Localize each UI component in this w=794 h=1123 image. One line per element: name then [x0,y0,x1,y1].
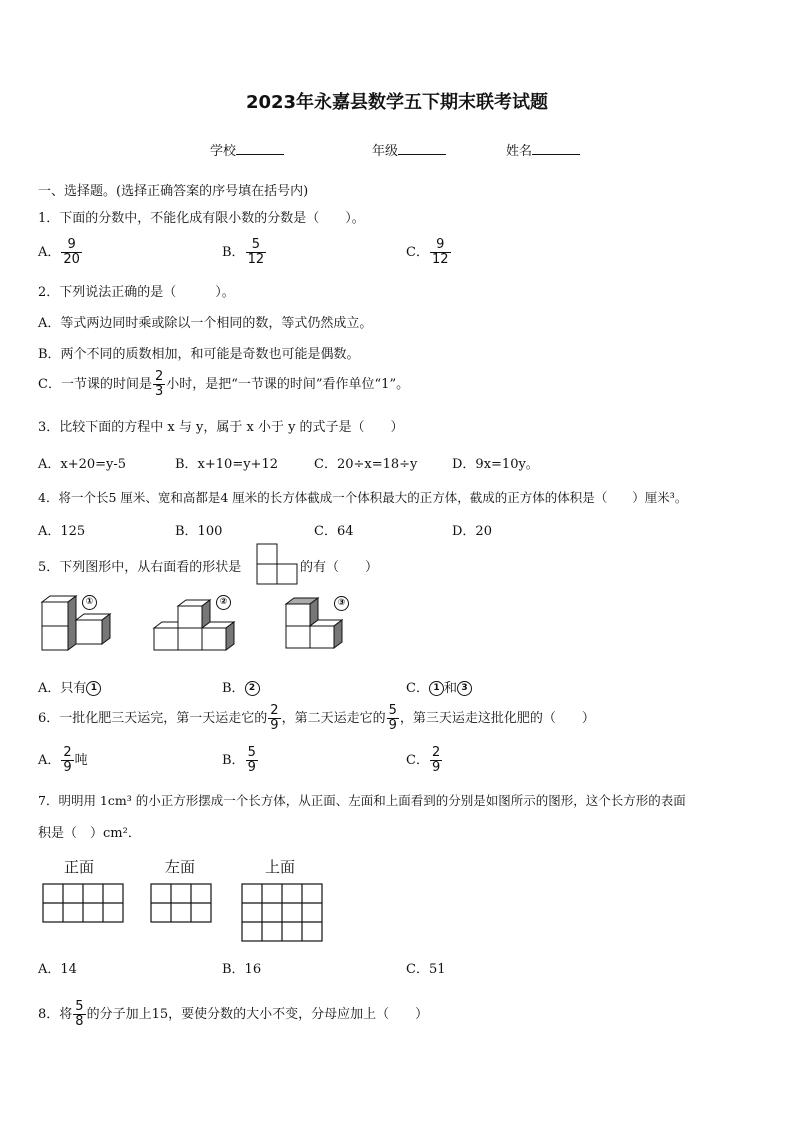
q5-b-pre: B． [222,681,245,696]
q3-option-a: A．x+20=y-5 [38,457,127,472]
q1-option-c [406,238,452,267]
grade-blank [398,142,446,155]
q7-front-label: 正面 [64,858,95,876]
q3-option-d: D．9x=10y。 [452,457,539,472]
q7-left-view [150,883,212,923]
q5-figure-2-label: ② [216,595,231,610]
q5-figure-2 [152,600,244,654]
q2-c-post: 小时，是把“一节课的时间”看作单位“1”。 [166,377,410,392]
q7-left-label: 左面 [165,858,196,876]
q2-c-num: 2 [154,369,164,384]
q2-option-b: B．两个不同的质数相加，和可能是奇数也可能是偶数。 [38,347,360,362]
q4-option-d: D．20 [452,524,492,539]
q1-text: 1．下面的分数中，不能化成有限小数的分数是（ ）。 [38,211,365,226]
q6-t3: ，第三天运走这批化肥的（ ） [399,711,595,726]
q6-fraction-2 [387,704,399,733]
q5-c-pre: C． [406,681,429,696]
q6-a-den: 9 [63,760,72,775]
q4-option-b: B．100 [175,524,223,539]
q7-front-view [42,883,124,923]
q7-line-2: 积是（ ）cm²． [38,826,141,841]
school-field [210,140,284,159]
q7-option-a: A．14 [38,962,77,977]
q5-b-mark: 2 [245,681,260,696]
q6-n2: 5 [388,703,397,718]
q6-text [38,704,595,733]
q7-top-view [241,883,323,942]
page-title: 2023年永嘉县数学五下期末联考试题 [245,92,549,113]
q6-a-unit: 吨 [74,753,88,768]
q5-c-mid: 和 [443,681,457,696]
q1-a-label: A． [38,245,61,260]
q8-den: 8 [75,1014,84,1029]
q6-t2: ，第二天运走它的 [281,711,386,726]
q8-post: 的分子加上15，要使分数的大小不变，分母应加上（ ） [86,1007,429,1022]
q2-text: 2．下列说法正确的是（ ）。 [38,285,235,300]
q6-b-num: 5 [247,745,256,760]
q1-c-num: 9 [436,237,445,252]
q6-n1: 2 [270,703,279,718]
q6-a-num: 2 [63,745,72,760]
q5-a-pre: A．只有 [38,681,87,696]
q1-a-den: 20 [63,252,80,267]
school-label: 学校 [210,144,237,159]
q6-option-a [38,746,88,775]
school-blank [236,142,284,155]
name-label: 姓名 [506,144,533,159]
q8-num: 5 [75,999,84,1014]
q6-b-label: B． [222,753,245,768]
q3-text: 3．比较下面的方程中 x 与 y，属于 x 小于 y 的式子是（ ） [38,420,404,435]
q1-b-fraction [246,238,267,267]
q5-c-mark-1: 1 [429,681,444,696]
q5-figure-3-label: ③ [334,596,349,611]
q5-option-a [38,677,101,696]
q5-right-view-figure [256,543,300,585]
q6-c-den: 9 [431,760,441,775]
q6-b-den: 9 [247,760,256,775]
q2-option-a: A．等式两边同时乘或除以一个相同的数，等式仍然成立。 [38,316,373,331]
q1-b-num: 5 [251,237,260,252]
q6-d2: 9 [388,718,397,733]
q1-option-a [38,238,83,267]
q5-figure-1 [40,596,120,654]
grade-label: 年级 [372,144,399,159]
q1-a-fraction [61,238,82,267]
q5-figure-1-label: ① [82,595,97,610]
q2-option-c [38,370,409,399]
q4-text: 4．将一个长5 厘米、宽和高都是4 厘米的长方体截成一个体积最大的正方体，截成的正方体的体积是（ ）厘米³。 [38,490,688,505]
q3-option-b: B．x+10=y+12 [175,457,278,472]
q6-b-fraction [246,746,258,775]
q7-top-label: 上面 [265,858,296,876]
q8-pre: 8．将 [38,1007,73,1022]
q5-a-mark: 1 [86,681,101,696]
q6-t1: 6．一批化肥三天运完，第一天运走它的 [38,711,268,726]
q3-option-c: C．20÷x=18÷y [314,457,418,472]
q8-fraction [73,1000,85,1029]
name-blank [532,142,580,155]
q1-option-b [222,238,267,267]
q7-line-1: 7．明明用 1cm³ 的小正方形摆成一个长方体，从正面、左面和上面看到的分别是如图所示的图形，这个长方形的表面 [38,793,686,808]
q2-c-den: 3 [154,384,164,399]
q1-c-den: 12 [431,252,449,267]
q8-text [38,1000,428,1029]
q6-option-b [222,746,259,775]
q6-c-label: C． [406,753,429,768]
q1-b-label: B． [222,245,245,260]
q4-option-a: A．125 [38,524,86,539]
q6-c-fraction [430,746,442,775]
q6-d1: 9 [270,718,279,733]
q5-text-post: 的有（ ） [300,560,379,575]
q1-a-num: 9 [67,237,76,252]
q6-option-c [406,746,443,775]
q5-c-mark-2: 3 [457,681,472,696]
q2-c-fraction [153,370,165,399]
q2-c-pre: C．一节课的时间是 [38,377,152,392]
grade-field [372,140,446,159]
q6-c-num: 2 [431,745,441,760]
section-heading: 一、选择题。(选择正确答案的序号填在括号内) [38,184,309,199]
q6-fraction-1 [268,704,280,733]
q7-option-c: C．51 [406,962,446,977]
q5-option-c [406,677,472,696]
q1-c-label: C． [406,245,429,260]
q5-text-pre: 5．下列图形中，从右面看的形状是 [38,560,242,575]
name-field [506,140,580,159]
q4-option-c: C．64 [314,524,354,539]
q6-a-fraction [61,746,73,775]
q1-c-fraction [430,238,451,267]
q7-option-b: B．16 [222,962,262,977]
q6-a-label: A． [38,753,61,768]
q1-b-den: 12 [247,252,265,267]
q5-option-b [222,677,260,696]
